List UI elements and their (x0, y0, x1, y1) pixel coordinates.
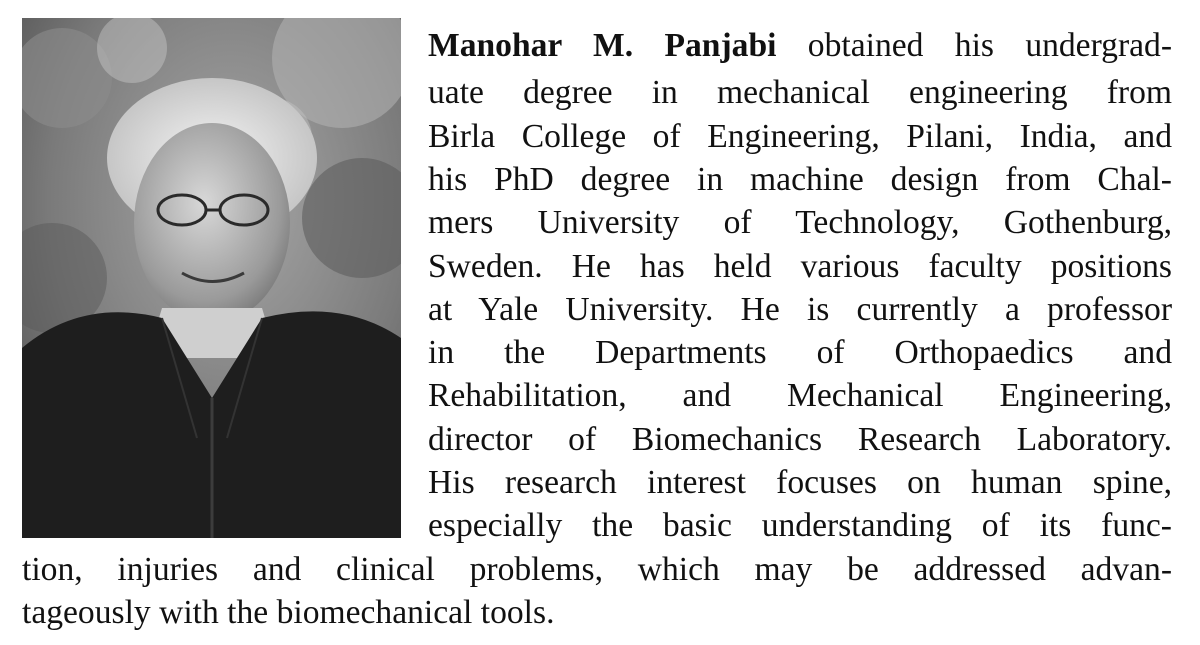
bio-line-4: his PhD degree in machine design from Chal- (428, 161, 1172, 198)
bio-line-8: in the Departments of Orthopaedics and (428, 334, 1172, 371)
bio-line-6: Sweden. He has held various faculty positions (428, 248, 1172, 285)
author-name: Manohar M. Panjabi (428, 27, 777, 64)
bio-line-7: at Yale University. He is currently a professor (428, 291, 1172, 328)
bio-line-1 (428, 25, 1172, 67)
bio-line-14: tageously with the biomechanical tools. (22, 594, 555, 631)
bio-line-11: His research interest focuses on human spine, (428, 464, 1172, 501)
author-portrait-image (22, 18, 401, 538)
bio-text: obtained his undergrad- (776, 27, 1173, 64)
bio-line-3: Birla College of Engineering, Pilani, India, and (428, 118, 1172, 155)
bio-line-5: mers University of Technology, Gothenburg, (428, 204, 1172, 241)
bio-line-9: Rehabilitation, and Mechanical Engineering, (428, 377, 1172, 414)
author-photo (22, 18, 401, 538)
bio-line-13: tion, injuries and clinical problems, which may be addressed advan- (22, 551, 1172, 588)
bio-line-10: director of Biomechanics Research Laboratory. (428, 421, 1172, 458)
bio-line-12: especially the basic understanding of its func- (428, 507, 1172, 544)
bio-line-2: uate degree in mechanical engineering from (428, 74, 1172, 111)
